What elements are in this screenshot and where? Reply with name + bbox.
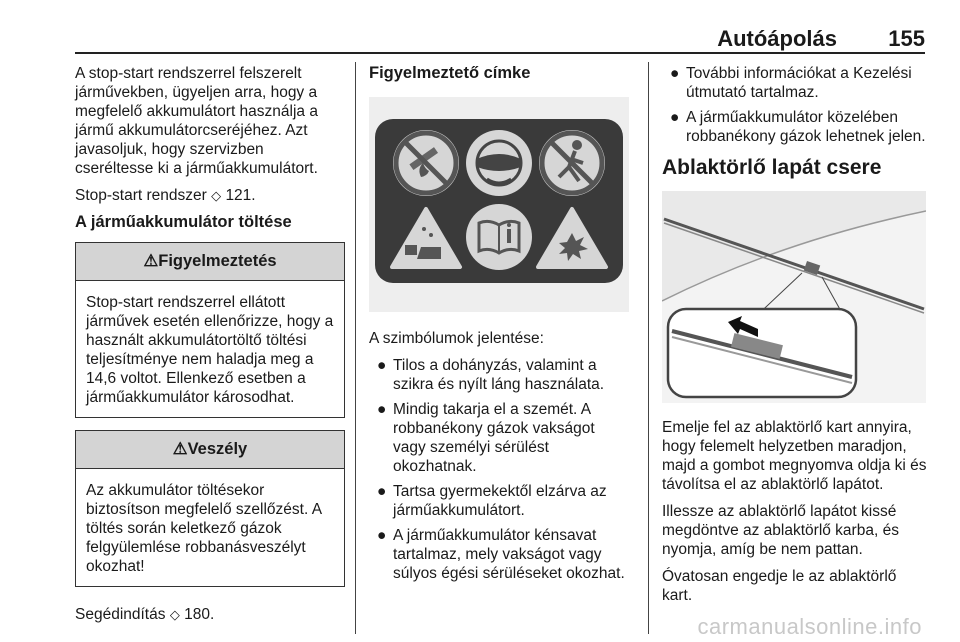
xref-arrow-icon: ◇ [169,607,180,622]
info-list [662,64,928,146]
list-item: ● Tilos a dohányzás, valamint a szikra és nyílt láng használata. [377,357,605,393]
xref-text: Segédindítás [75,606,166,623]
wiper-step-3: Óvatosan engedje le az ablaktörlő kart. [662,568,897,604]
column-divider [355,62,356,634]
xref-jump-start[interactable] [75,605,345,624]
column-divider [648,62,649,634]
xref-page: 180. [184,606,215,623]
list-item: ● Mindig takarja el a szemét. A robbanékony gázok vakságot vagy személyi sérülést okozhatnak. [377,401,595,475]
warning-triangle-icon: ⚠ [143,252,159,270]
warning-box [75,242,345,418]
wiper-step-1: Emelje fel az ablaktörlő kart annyira, hogy felemelt helyzetben maradjon, majd a gombot megnyomva oldja ki és távolítsa el az ablaktörlő lapátot. [662,419,927,493]
intro-paragraph: A stop-start rendszerrel felszerelt járművekben, ügyeljen arra, hogy a megfelelő akkumulátort használja a jármű akkumulátorcseréjéhez. Azt javasoljuk, hogy szervizben cseréltesse ki a járműakkumulátort. [75,65,318,177]
no-smoking-flame-icon [393,130,459,196]
danger-title: Veszély [187,440,248,458]
battery-warning-label-figure [369,97,629,312]
warning-title: Figyelmeztetés [158,252,277,270]
symbols-list [369,356,629,583]
wiper-step-2: Illessze az ablaktörlő lapátot kissé megdöntve az ablaktörlő karba, és nyomja, amíg be nem pattan. [662,503,899,558]
wiper-heading: Ablaktörlő lapát csere [662,156,882,179]
danger-header [76,431,344,469]
xref-page: 121. [225,187,256,204]
battery-charging-heading: A járműakkumulátor töltése [75,213,292,231]
warning-triangle-icon: ⚠ [172,440,188,458]
symbols-caption: A szimbólumok jelentése: [369,330,544,347]
danger-body: Az akkumulátor töltésekor biztosítson megfelelő szellőzést. A töltés során keletkező gázok felgyülemlése robbanásveszélyt okozhat! [86,482,322,575]
page-header [75,22,925,52]
wiper-blade-figure [662,191,926,403]
danger-box [75,430,345,587]
keep-children-away-icon [539,130,605,196]
column-middle [369,64,629,591]
eye-protection-icon [466,130,532,196]
page-number: 155 [888,26,925,51]
warning-label-heading: Figyelmeztető címke [369,64,531,82]
warning-body: Stop-start rendszerrel ellátott járművek esetén ellenőrizze, hogy a használt akkumulátortöltő töltési teljesítménye nem haladja meg a 14,6 voltot. Ellenkező esetben a járműakkumulátor károsodhat. [86,294,334,406]
header-rule [75,52,925,54]
section-title: Autóápolás [717,26,837,51]
column-left [75,64,345,632]
watermark: carmanualsonline.info [697,614,922,639]
xref-arrow-icon: ◇ [211,188,222,203]
list-item: ● Tartsa gyermekektől elzárva az járműakkumulátort. [377,483,607,519]
list-item: ● A járműakkumulátor kénsavat tartalmaz, mely vakságot vagy súlyos égési sérüléseket okozhat. [377,527,625,582]
list-item: ● A járműakkumulátor közelében robbanékony gázok lehetnek jelen. [670,109,926,145]
warning-header [76,243,344,281]
xref-text: Stop-start rendszer [75,187,207,204]
xref-stop-start[interactable] [75,186,345,205]
list-item: ● További információkat a Kezelési útmutató tartalmaz. [670,65,912,101]
column-right [662,64,928,613]
read-manual-icon [466,204,532,270]
